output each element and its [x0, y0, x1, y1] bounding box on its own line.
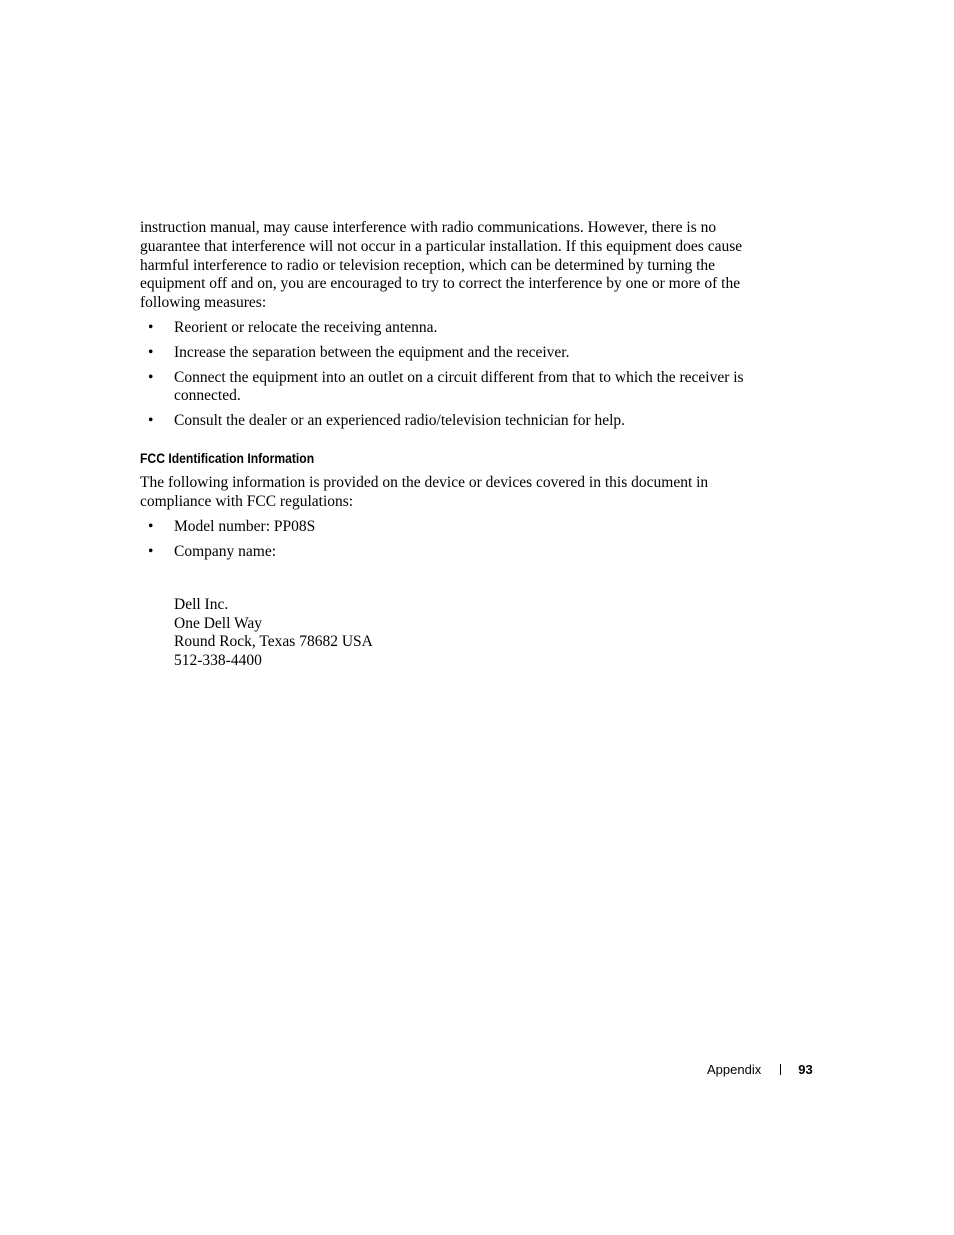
address-line: Round Rock, Texas 78682 USA: [174, 633, 373, 650]
section-heading: FCC Identification Information: [140, 451, 315, 466]
list-item: • Connect the equipment into an outlet on a circuit different from that to which the receiver is connected.: [140, 369, 765, 407]
list-item: • Increase the separation between the equipment and the receiver.: [140, 344, 765, 363]
footer-section-label: Appendix: [707, 1062, 762, 1077]
list-item: • Company name:: [140, 543, 765, 562]
page-number: 93: [798, 1062, 813, 1077]
list-item: • Consult the dealer or an experienced radio/television technician for help.: [140, 412, 765, 431]
intro-paragraph: instruction manual, may cause interference with radio communications. However, there is no guarantee that interference will not occur in a particular installation. If this equipment does cause harmful interference to radio or television reception, which can be determined by turning the equipment off and on, you are encouraged to try to correct the interference by one or more of the following measures:: [140, 219, 743, 311]
page-footer: [707, 1061, 813, 1079]
address-line: 512-338-4400: [174, 651, 262, 669]
company-address: [174, 596, 373, 670]
address-line: One Dell Way: [174, 614, 262, 632]
list-item: • Reorient or relocate the receiving antenna.: [140, 319, 765, 338]
footer-divider: [780, 1064, 781, 1075]
list-item: • Model number: PP08S: [140, 518, 765, 537]
fcc-paragraph: The following information is provided on the device or devices covered in this document in compliance with FCC regulations:: [140, 474, 709, 510]
fcc-info-list: [140, 518, 765, 568]
address-line: Dell Inc.: [174, 596, 229, 613]
interference-measures-list: [140, 319, 765, 437]
